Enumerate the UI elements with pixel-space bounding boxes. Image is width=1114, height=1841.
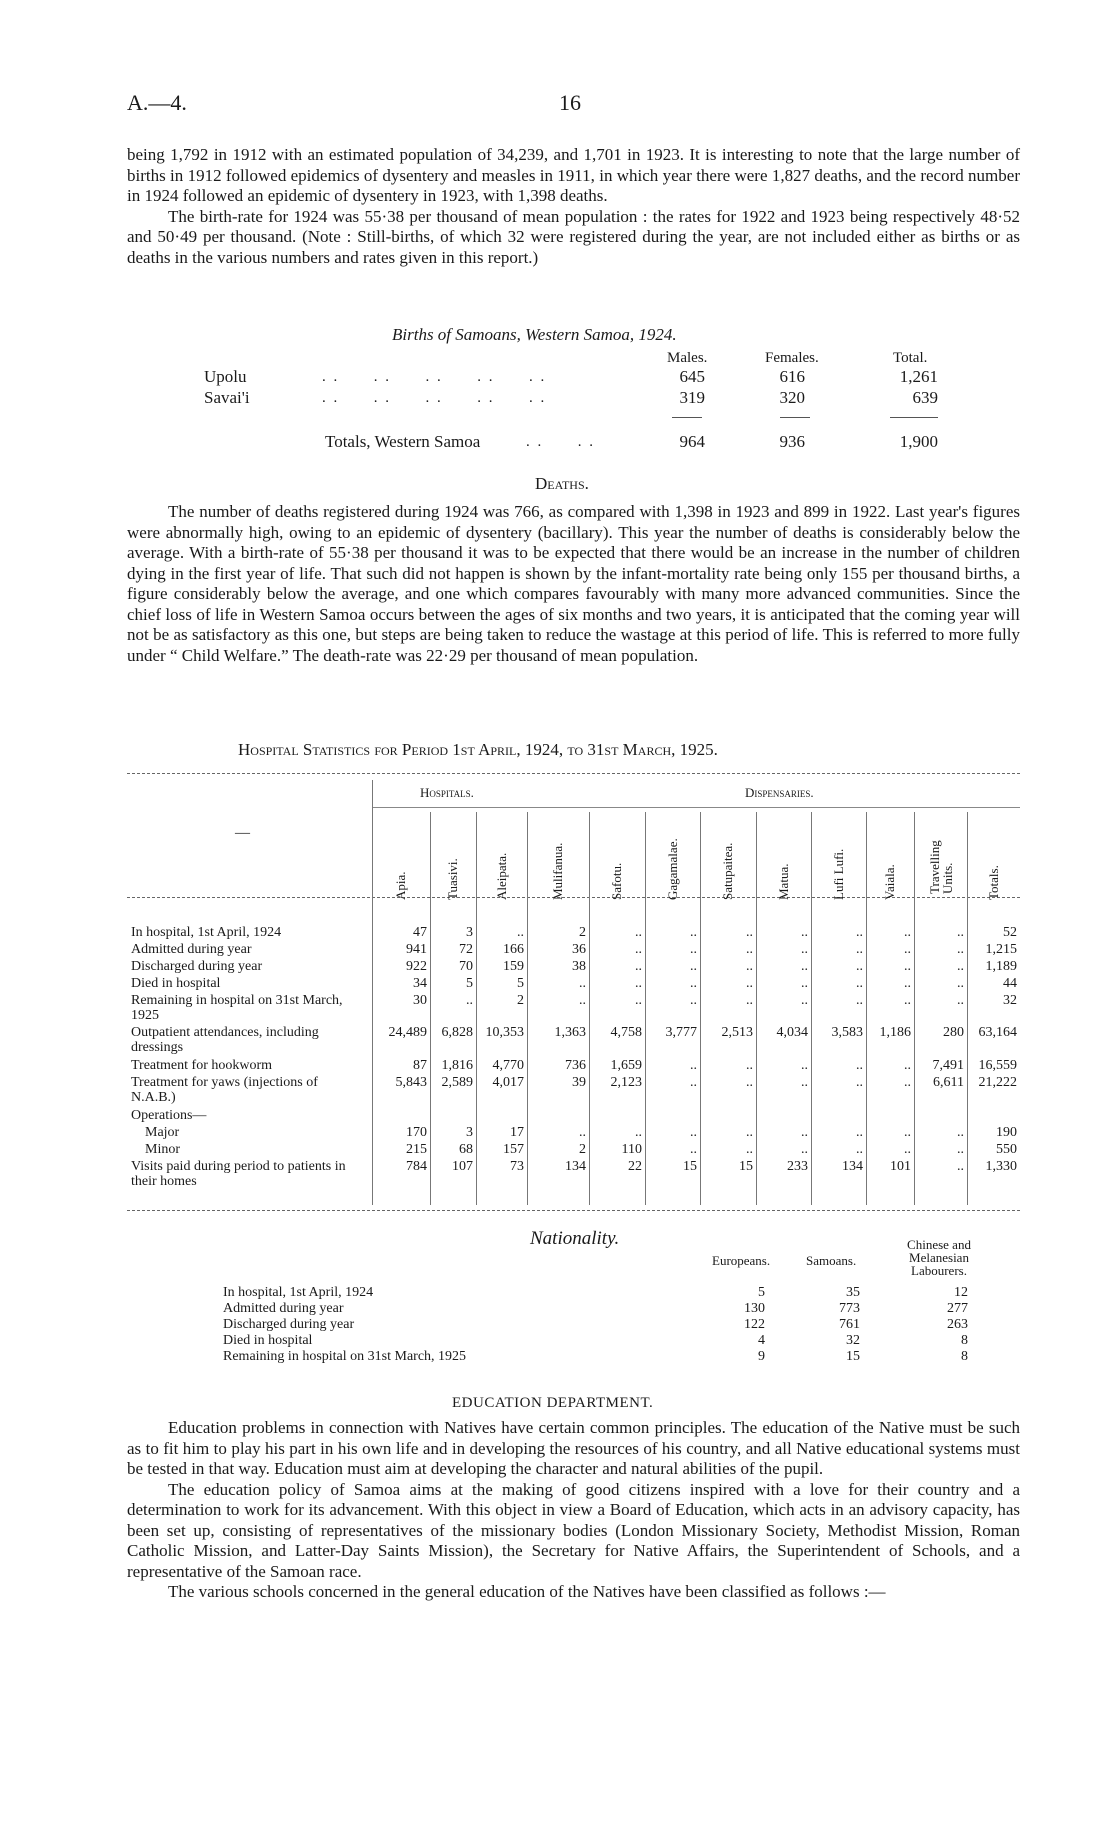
row-label: Operations— bbox=[131, 1108, 207, 1123]
stub-header: — bbox=[235, 825, 250, 841]
births-value: 319 bbox=[679, 388, 705, 407]
table-cell: 134 bbox=[842, 1159, 863, 1174]
education-heading: EDUCATION DEPARTMENT. bbox=[452, 1395, 654, 1411]
table-cell: 22 bbox=[628, 1159, 642, 1174]
deaths-heading: Deaths. bbox=[535, 474, 589, 493]
table-cell: .. bbox=[746, 1142, 753, 1157]
nat-cell: 263 bbox=[947, 1317, 968, 1332]
table-cell: 1,215 bbox=[985, 942, 1017, 957]
table-cell: .. bbox=[635, 959, 642, 974]
leader-dots: . . . . . . . . . . bbox=[322, 369, 547, 385]
table-cell: .. bbox=[635, 976, 642, 991]
nat-cell: 130 bbox=[744, 1301, 765, 1316]
nat-cell: 12 bbox=[954, 1285, 968, 1300]
table-cell: 1,189 bbox=[985, 959, 1017, 974]
table-cell: .. bbox=[904, 993, 911, 1008]
table-cell: .. bbox=[801, 976, 808, 991]
table-cell: 5,843 bbox=[395, 1075, 427, 1090]
column-header: Satupaitea. bbox=[720, 842, 735, 900]
births-totals-label: Totals, Western Samoa bbox=[325, 432, 481, 451]
nat-cell: 277 bbox=[947, 1301, 968, 1316]
group-dispensaries: Dispensaries. bbox=[745, 785, 814, 800]
table-cell: 134 bbox=[565, 1159, 586, 1174]
nat-col-samoans: Samoans. bbox=[806, 1253, 857, 1268]
nat-cell: 15 bbox=[846, 1349, 860, 1364]
table-cell: 2,589 bbox=[441, 1075, 473, 1090]
table-cell: 4,034 bbox=[776, 1025, 808, 1040]
nat-cell: 8 bbox=[961, 1349, 968, 1364]
education-paragraph: Education problems in connection with Natives have certain common principles. The education of the Native must be such as to fit him to play his part in his own life and in developing the resources of his country, and all Native educational systems must be tested in that way. Education must aim at developing the character and natural abilities of the pupil. bbox=[127, 1418, 1020, 1478]
table-cell: 73 bbox=[510, 1159, 524, 1174]
table-cell: 87 bbox=[413, 1058, 427, 1073]
table-cell: 2,123 bbox=[610, 1075, 642, 1090]
table-cell: 24,489 bbox=[388, 1025, 427, 1040]
births-row-label: Savai'i bbox=[204, 388, 250, 407]
table-cell: .. bbox=[690, 959, 697, 974]
nat-row-label: Died in hospital bbox=[223, 1333, 313, 1348]
column-header: Tuasivi. bbox=[445, 857, 460, 900]
nat-cell: 773 bbox=[839, 1301, 860, 1316]
table-cell: .. bbox=[746, 959, 753, 974]
education-paragraph: The education policy of Samoa aims at the making of good citizens inspired with a love for their country and a determination to work for its advancement. With this object in view a Board of Education, which acts in an advisory capacity, has been set up, consisting of representatives of the missionary bodies (London Missionary Society, Methodist Mission, Roman Catholic Mission, and Latter-Day Saints Mission), the Secretary for Native Affairs, the Superintendent of Schools, and a representative of the Samoan race. bbox=[127, 1479, 1020, 1581]
row-label: Discharged during year bbox=[131, 959, 263, 974]
table-cell: .. bbox=[957, 976, 964, 991]
table-cell: .. bbox=[635, 925, 642, 940]
table-cell: 166 bbox=[503, 942, 524, 957]
table-cell: .. bbox=[957, 1125, 964, 1140]
table-cell: 30 bbox=[413, 993, 427, 1008]
table-cell: 2 bbox=[579, 925, 586, 940]
table-cell: .. bbox=[746, 993, 753, 1008]
table-cell: .. bbox=[746, 942, 753, 957]
row-label: Outpatient attendances, including dressings bbox=[131, 1025, 319, 1055]
group-rule bbox=[372, 807, 1020, 808]
nat-cell: 122 bbox=[744, 1317, 765, 1332]
sum-rule bbox=[672, 417, 702, 418]
table-cell: .. bbox=[466, 993, 473, 1008]
table-cell: .. bbox=[856, 942, 863, 957]
table-cell: .. bbox=[856, 1075, 863, 1090]
table-cell: .. bbox=[635, 993, 642, 1008]
table-cell: .. bbox=[690, 976, 697, 991]
table-cell: 7,491 bbox=[932, 1058, 964, 1073]
table-cell: .. bbox=[801, 1058, 808, 1073]
table-cell: 39 bbox=[572, 1075, 586, 1090]
nat-cell: 9 bbox=[758, 1349, 765, 1364]
table-cell: 3,777 bbox=[665, 1025, 697, 1040]
table-cell: .. bbox=[856, 993, 863, 1008]
row-label: Visits paid during period to patients in their homes bbox=[131, 1159, 346, 1189]
table-cell: 6,828 bbox=[441, 1025, 473, 1040]
table-cell: 159 bbox=[503, 959, 524, 974]
table-cell: .. bbox=[635, 1125, 642, 1140]
table-cell: 736 bbox=[565, 1058, 586, 1073]
table-cell: .. bbox=[957, 993, 964, 1008]
nat-cell: 5 bbox=[758, 1285, 765, 1300]
table-cell: 4,017 bbox=[492, 1075, 524, 1090]
births-caption: Births of Samoans, Western Samoa, 1924. bbox=[392, 325, 677, 344]
education-paragraph: The various schools concerned in the general education of the Natives have been classified as follows :— bbox=[168, 1582, 886, 1601]
table-cell: 36 bbox=[572, 942, 586, 957]
table-cell: .. bbox=[690, 1142, 697, 1157]
table-cell: .. bbox=[801, 942, 808, 957]
table-cell: .. bbox=[904, 959, 911, 974]
table-cell: .. bbox=[957, 959, 964, 974]
table-cell: 233 bbox=[787, 1159, 808, 1174]
column-header: Apia. bbox=[393, 870, 408, 900]
table-cell: .. bbox=[957, 925, 964, 940]
row-label: Major bbox=[145, 1125, 180, 1140]
column-header: Totals. bbox=[985, 864, 1001, 900]
table-cell: .. bbox=[801, 1142, 808, 1157]
row-label: Died in hospital bbox=[131, 976, 221, 991]
table-cell: .. bbox=[957, 1159, 964, 1174]
column-header: Matua. bbox=[775, 863, 791, 900]
table-bottom-rule bbox=[127, 1210, 1020, 1211]
column-header: Vaiala. bbox=[882, 863, 897, 900]
row-label: Admitted during year bbox=[131, 942, 252, 957]
table-cell: 38 bbox=[572, 959, 586, 974]
table-cell: 68 bbox=[459, 1142, 473, 1157]
table-cell: 2 bbox=[517, 993, 524, 1008]
row-label: Remaining in hospital on 31st March, 1925 bbox=[131, 993, 343, 1023]
table-cell: 3 bbox=[466, 925, 473, 940]
table-cell: 52 bbox=[1003, 925, 1017, 940]
table-cell: .. bbox=[801, 993, 808, 1008]
table-cell: 3 bbox=[466, 1125, 473, 1140]
table-cell: 1,816 bbox=[441, 1058, 473, 1073]
table-cell: 63,164 bbox=[978, 1025, 1017, 1040]
table-cell: .. bbox=[904, 925, 911, 940]
table-cell: .. bbox=[856, 1058, 863, 1073]
deaths-text bbox=[127, 502, 1020, 666]
table-cell: .. bbox=[801, 1125, 808, 1140]
table-cell: 70 bbox=[459, 959, 473, 974]
table-cell: 550 bbox=[996, 1142, 1017, 1157]
table-cell: 6,611 bbox=[933, 1075, 964, 1090]
document-reference: A.—4. bbox=[127, 90, 187, 115]
table-cell: 784 bbox=[406, 1159, 427, 1174]
table-cell: 15 bbox=[683, 1159, 697, 1174]
births-col-males: Males. bbox=[667, 350, 708, 366]
table-cell: 101 bbox=[890, 1159, 911, 1174]
table-cell: 17 bbox=[510, 1125, 524, 1140]
group-hospitals: Hospitals. bbox=[420, 785, 474, 800]
table-cell: 1,186 bbox=[879, 1025, 911, 1040]
table-cell: .. bbox=[746, 1058, 753, 1073]
table-cell: 1,659 bbox=[610, 1058, 642, 1073]
table-cell: 10,353 bbox=[485, 1025, 524, 1040]
page-number: 16 bbox=[559, 90, 581, 115]
table-top-rule bbox=[127, 773, 1020, 774]
table-cell: .. bbox=[957, 1142, 964, 1157]
leader-dots: . . . . bbox=[526, 434, 595, 450]
table-cell: 110 bbox=[621, 1142, 642, 1157]
table-cell: 4,770 bbox=[492, 1058, 524, 1073]
sum-rule bbox=[780, 417, 810, 418]
table-cell: .. bbox=[801, 1075, 808, 1090]
intro-paragraph: The birth-rate for 1924 was 55·38 per thousand of mean population : the rates for 1922 and 1923 being respectively 48·52 and 50·49 per thousand. (Note : Still-births, of which 32 were registered during the year, are not included either as births or as deaths in the various numbers and rates given in this report.) bbox=[127, 206, 1020, 267]
nat-cell: 32 bbox=[846, 1333, 860, 1348]
table-cell: .. bbox=[856, 1125, 863, 1140]
column-header: Gagamalae. bbox=[664, 837, 680, 900]
table-cell: 5 bbox=[517, 976, 524, 991]
table-cell: .. bbox=[856, 959, 863, 974]
table-cell: .. bbox=[690, 1125, 697, 1140]
sum-rule bbox=[890, 417, 938, 418]
nat-cell: 8 bbox=[961, 1333, 968, 1348]
births-col-total: Total. bbox=[893, 350, 928, 366]
row-label: Treatment for hookworm bbox=[131, 1058, 273, 1073]
table-cell: 2,513 bbox=[721, 1025, 753, 1040]
nat-row-label: Discharged during year bbox=[223, 1317, 355, 1332]
table-cell: 34 bbox=[413, 976, 427, 991]
nat-cell: 761 bbox=[839, 1317, 860, 1332]
deaths-paragraph: The number of deaths registered during 1924 was 766, as compared with 1,398 in 1923 and 899 in 1922. Last year's figures were abnormally high, owing to an epidemic of dysentery (bacillary). This year the number of deaths is considerably below the average. With a birth-rate of 55·38 per thousand it was to be expected that there would be an increase in the number of children dying in the first year of life. That such did not happen is shown by the infant-mortality rate being only 155 per thousand births, a figure considerably below the average, and one which compares favourably with many more advanced communities. Since the chief loss of life in Western Samoa occurs between the ages of six months and two years, it is anticipated that the coming year will not be as satisfactory as this one, but steps are being taken to reduce the wastage at this period of life. This is referred to more fully under “ Child Welfare.” The death-rate was 22·29 per thousand of mean population. bbox=[127, 502, 1020, 665]
table-cell: .. bbox=[690, 1075, 697, 1090]
table-cell: 170 bbox=[406, 1125, 427, 1140]
education-text bbox=[127, 1418, 1020, 1603]
table-cell: .. bbox=[801, 925, 808, 940]
table-cell: .. bbox=[904, 1125, 911, 1140]
table-cell: 15 bbox=[739, 1159, 753, 1174]
births-value: 616 bbox=[779, 367, 805, 386]
table-cell: .. bbox=[517, 925, 524, 940]
table-cell: .. bbox=[746, 925, 753, 940]
column-header: Aleipata. bbox=[493, 852, 509, 900]
table-cell: .. bbox=[856, 976, 863, 991]
table-cell: .. bbox=[957, 942, 964, 957]
intro-paragraph: being 1,792 in 1912 with an estimated population of 34,239, and 1,701 in 1923. It is interesting to note that the large number of births in 1912 followed epidemics of dysentery and measles in 1911, in which year there were 1,827 deaths, and the record number in 1924 followed an epidemic of dysentery in 1923, with 1,398 deaths. bbox=[127, 145, 1020, 205]
table-cell: 157 bbox=[503, 1142, 524, 1157]
table-cell: .. bbox=[904, 1075, 911, 1090]
table-cell: 32 bbox=[1003, 993, 1017, 1008]
nat-cell: 35 bbox=[846, 1285, 860, 1300]
table-cell: 16,559 bbox=[978, 1058, 1017, 1073]
table-cell: .. bbox=[579, 976, 586, 991]
nat-col-chinese: Chinese and Melanesian Labourers. bbox=[907, 1237, 971, 1278]
table-cell: .. bbox=[635, 942, 642, 957]
table-cell: .. bbox=[690, 1058, 697, 1073]
table-cell: 47 bbox=[413, 925, 427, 940]
table-cell: 215 bbox=[406, 1142, 427, 1157]
table-cell: 1,363 bbox=[554, 1025, 586, 1040]
table-cell: .. bbox=[746, 1075, 753, 1090]
births-value: 320 bbox=[779, 388, 805, 407]
table-cell: 2 bbox=[579, 1142, 586, 1157]
births-total-value: 936 bbox=[779, 432, 805, 451]
nat-row-label: Remaining in hospital on 31st March, 1925 bbox=[223, 1349, 467, 1364]
table-cell: .. bbox=[801, 959, 808, 974]
table-cell: 4,758 bbox=[610, 1025, 642, 1040]
row-label: Treatment for yaws (injections of N.A.B.) bbox=[131, 1075, 318, 1105]
table-cell: .. bbox=[904, 942, 911, 957]
column-header: Travelling Units. bbox=[926, 839, 955, 894]
births-total-value: 1,900 bbox=[899, 432, 938, 451]
table-cell: .. bbox=[904, 1058, 911, 1073]
nationality-caption: Nationality. bbox=[530, 1228, 620, 1249]
table-cell: .. bbox=[904, 1142, 911, 1157]
table-cell: 190 bbox=[996, 1125, 1017, 1140]
births-value: 639 bbox=[912, 388, 938, 407]
births-total-value: 964 bbox=[679, 432, 705, 451]
table-cell: 922 bbox=[406, 959, 427, 974]
table-cell: .. bbox=[856, 925, 863, 940]
table-cell: 280 bbox=[943, 1025, 964, 1040]
leader-dots: . . . . . . . . . . bbox=[322, 390, 547, 406]
nat-col-europeans: Europeans. bbox=[712, 1253, 771, 1268]
row-label: In hospital, 1st April, 1924 bbox=[131, 925, 282, 940]
table-cell: 1,330 bbox=[985, 1159, 1017, 1174]
column-header: Lufi Lufi. bbox=[830, 848, 846, 900]
nat-cell: 4 bbox=[758, 1333, 765, 1348]
table-cell: .. bbox=[856, 1142, 863, 1157]
table-cell: .. bbox=[579, 1125, 586, 1140]
births-value: 645 bbox=[679, 367, 705, 386]
table-cell: 44 bbox=[1003, 976, 1017, 991]
table-cell: 72 bbox=[459, 942, 473, 957]
column-header: Safotu. bbox=[609, 862, 624, 900]
nat-row-label: Admitted during year bbox=[223, 1301, 344, 1316]
table-cell: .. bbox=[746, 976, 753, 991]
table-cell: .. bbox=[904, 976, 911, 991]
row-label: Minor bbox=[145, 1142, 180, 1157]
births-row-label: Upolu bbox=[204, 367, 247, 386]
table-cell: .. bbox=[690, 942, 697, 957]
table-cell: .. bbox=[690, 993, 697, 1008]
table-cell: .. bbox=[579, 993, 586, 1008]
table-cell: 5 bbox=[466, 976, 473, 991]
table-cell: 21,222 bbox=[978, 1075, 1017, 1090]
nat-row-label: In hospital, 1st April, 1924 bbox=[223, 1285, 374, 1300]
table-cell: .. bbox=[746, 1125, 753, 1140]
intro-text bbox=[127, 145, 1020, 268]
table-cell: 941 bbox=[406, 942, 427, 957]
table-cell: 3,583 bbox=[831, 1025, 863, 1040]
table-cell: .. bbox=[690, 925, 697, 940]
births-value: 1,261 bbox=[899, 367, 938, 386]
hospital-stats-title: Hospital Statistics for Period 1st April, 1924, to 31st March, 1925. bbox=[238, 740, 718, 759]
column-header: Mulifanua. bbox=[550, 842, 565, 900]
births-col-females: Females. bbox=[765, 350, 819, 366]
table-cell: 107 bbox=[452, 1159, 473, 1174]
